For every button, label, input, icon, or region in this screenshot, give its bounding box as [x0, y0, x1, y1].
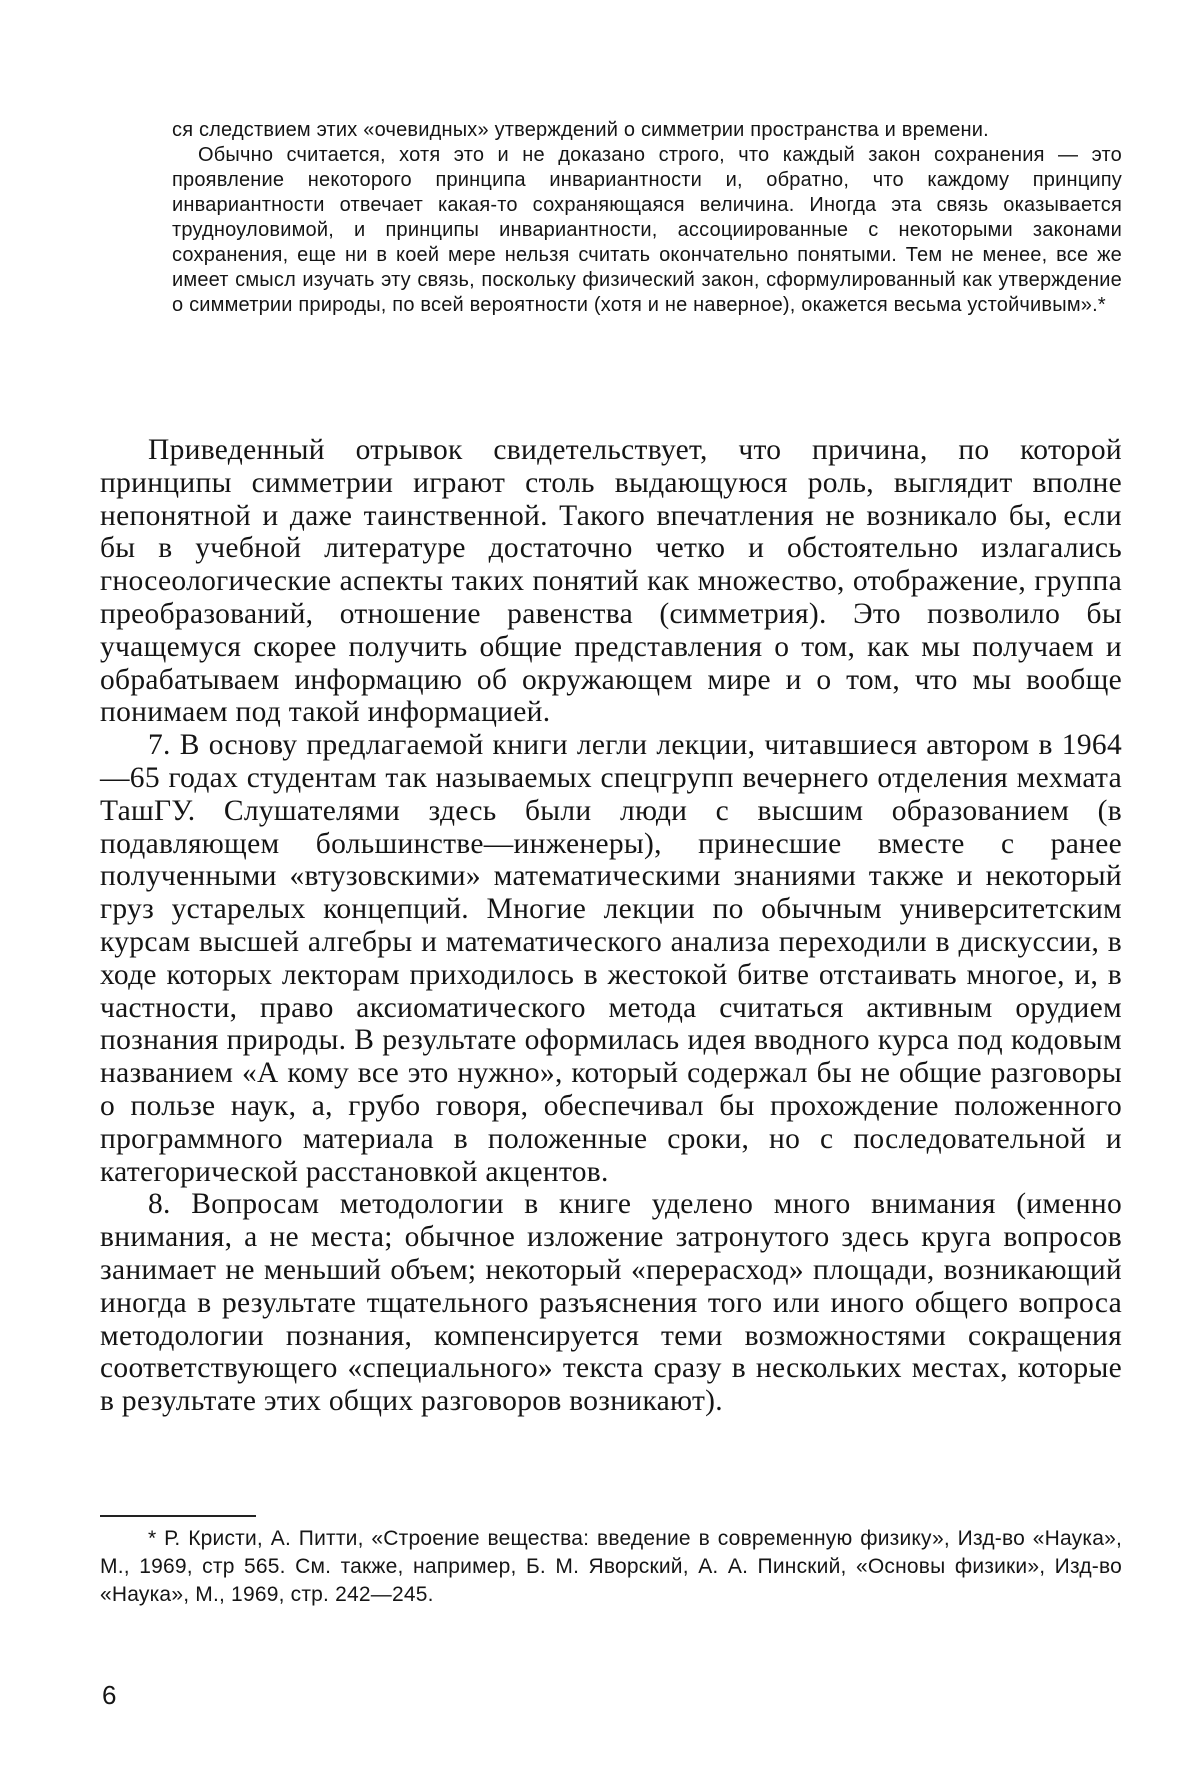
footnote: * Р. Кристи, А. Питти, «Строение вещества: введение в современную физику», Изд-во «Наука», М., 1969, стр 565. См. также, например, Б. М. Яворский, А. А. Пинский, «Основы физики», Изд-во «Наука», М., 1969, стр. 242—245.: [100, 1527, 1122, 1606]
paragraph-2: 7. В основу предлагаемой книги легли лекции, читавшиеся автором в 1964—65 годах студентам так называемых спецгрупп вечернего отделения мехмата ТашГУ. Слушателями здесь были люди с высшим образованием (в подавляющем большинстве—инженеры), принесшие вместе с ранее полученными «втузовскими» математическими знаниями также и некоторый груз устарелых концепций. Многие лекции по обычным университетским курсам высшей алгебры и математического анализа переходили в дискуссии, в ходе которых лекторам приходилось в жестокой битве отстаивать многое, и, в частности, право аксиоматического метода считаться активным орудием познания природы. В результате оформилась идея вводного курса под кодовым названием «А кому все это нужно», который содержал бы не общие разговоры о пользе наук, а, грубо говоря, обеспечивал бы прохождение положенного программного материала в положенные сроки, но с последовательной и категорической расстановкой акцентов.: [100, 729, 1122, 1188]
quote-paragraph: Обычно считается, хотя это и не доказано строго, что каждый закон сохранения — это проявление некоторого принципа инвариантности и, обратно, что каждому принципу инвариантности отвечает какая-то сохраняющаяся величина. Иногда эта связь оказывается трудноуловимой, и принципы инвариантности, ассоциированные с некоторыми законами сохранения, еще ни в коей мере нельзя считать окончательно понятыми. Тем не менее, все же имеет смысл изучать эту связь, поскольку физический закон, сформулированный как утверждение о симметрии природы, по всей вероятности (хотя и не наверное), окажется весьма устойчивым».*: [172, 144, 1122, 316]
paragraph-3: 8. Вопросам методологии в книге уделено много внимания (именно внимания, а не места; обычное изложение затронутого здесь круга вопросов занимает не меньший объем; некоторый «перерасход» площади, возникающий иногда в результате тщательного разъяснения того или иного общего вопроса методологии познания, компенсируется теми возможностями сокращения соответствующего «специального» текста сразу в нескольких местах, которые в результате этих общих разговоров возникают).: [100, 1188, 1122, 1418]
main-text: [100, 434, 1122, 1418]
footnote-divider: [100, 1515, 256, 1517]
paragraph-1: Приведенный отрывок свидетельствует, что причина, по которой принципы симметрии играют столь выдающуюся роль, выглядит вполне непонятной и даже таинственной. Такого впечатления не возникало бы, если бы в учебной литературе достаточно четко и обстоятельно излагались гносеологические аспекты таких понятий как множество, отображение, группа преобразований, отношение равенства (симметрия). Это позволило бы учащемуся скорее получить общие представления о том, как мы получаем и обрабатываем информацию об окружающем мире и о том, что мы вообще понимаем под такой информацией.: [100, 434, 1122, 729]
quote-lead-text: ся следствием этих «очевидных» утверждений о симметрии пространства и времени.: [172, 119, 989, 141]
page-number: 6: [102, 1680, 117, 1710]
quoted-passage: [172, 118, 1122, 318]
